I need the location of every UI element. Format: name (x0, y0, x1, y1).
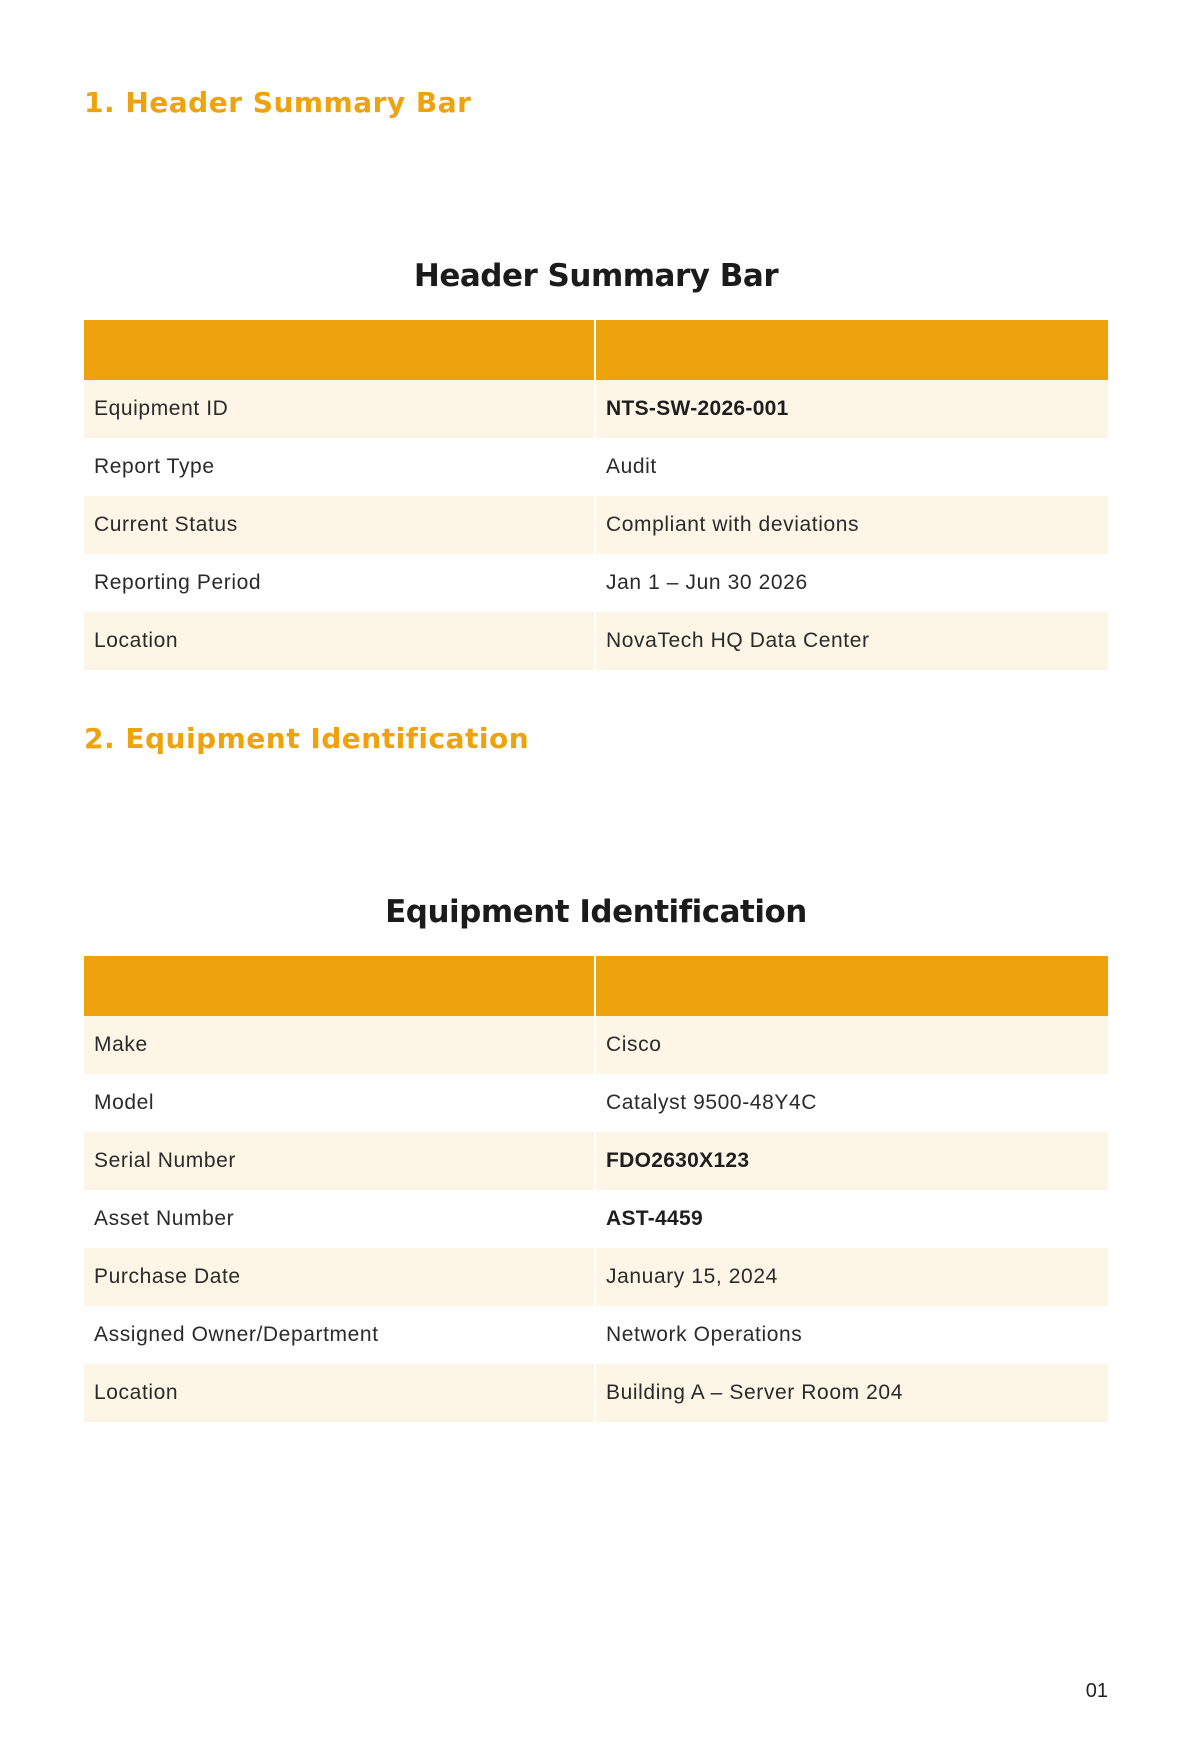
row-label: Equipment ID (84, 380, 595, 438)
table-row (84, 1190, 1108, 1248)
table-row (84, 1248, 1108, 1306)
table-header-row (84, 320, 1108, 380)
table-row (84, 496, 1108, 554)
table-header-cell (84, 320, 595, 380)
row-label: Location (84, 1364, 595, 1422)
table-row (84, 1016, 1108, 1074)
equipment-identification-table (84, 956, 1108, 1422)
row-label: Serial Number (84, 1132, 595, 1190)
row-value: Compliant with deviations (595, 496, 1108, 554)
table-header-row (84, 956, 1108, 1016)
row-value: Catalyst 9500-48Y4C (595, 1074, 1108, 1132)
row-label: Reporting Period (84, 554, 595, 612)
row-value: Network Operations (595, 1306, 1108, 1364)
table-row (84, 1364, 1108, 1422)
page-number: 01 (1085, 1680, 1108, 1702)
table-header-cell (84, 956, 595, 1016)
table-row (84, 1074, 1108, 1132)
row-value: Building A – Server Room 204 (595, 1364, 1108, 1422)
row-value: Jan 1 – Jun 30 2026 (595, 554, 1108, 612)
table-header-cell (595, 956, 1108, 1016)
row-label: Asset Number (84, 1190, 595, 1248)
header-summary-table (84, 320, 1108, 670)
row-label: Current Status (84, 496, 595, 554)
row-value: Cisco (595, 1016, 1108, 1074)
row-label: Purchase Date (84, 1248, 595, 1306)
table-row (84, 438, 1108, 496)
table-title-header-summary: Header Summary Bar (413, 258, 779, 294)
row-value: NTS-SW-2026-001 (595, 380, 1108, 438)
table-row (84, 380, 1108, 438)
row-value: FDO2630X123 (595, 1132, 1108, 1190)
table-title-equipment-identification: Equipment Identification (385, 894, 807, 930)
row-label: Assigned Owner/Department (84, 1306, 595, 1364)
table-row (84, 1306, 1108, 1364)
row-value: NovaTech HQ Data Center (595, 612, 1108, 670)
section-heading-equipment-identification: 2. Equipment Identification (84, 722, 530, 755)
row-label: Report Type (84, 438, 595, 496)
row-value: AST-4459 (595, 1190, 1108, 1248)
row-value: January 15, 2024 (595, 1248, 1108, 1306)
row-value: Audit (595, 438, 1108, 496)
row-label: Make (84, 1016, 595, 1074)
row-label: Model (84, 1074, 595, 1132)
section-heading-header-summary: 1. Header Summary Bar (84, 86, 472, 119)
row-label: Location (84, 612, 595, 670)
table-row (84, 1132, 1108, 1190)
table-header-cell (595, 320, 1108, 380)
table-row (84, 554, 1108, 612)
table-row (84, 612, 1108, 670)
